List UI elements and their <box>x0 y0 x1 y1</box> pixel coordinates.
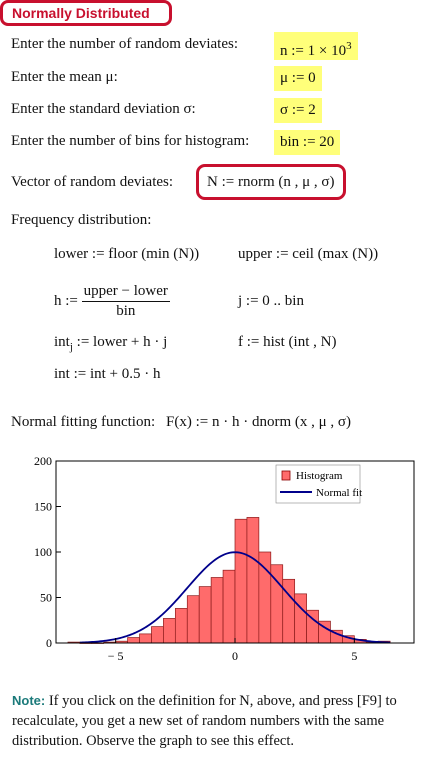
histogram-chart[interactable] <box>0 450 440 682</box>
formula-int-j-rhs: := lower + h · j <box>76 334 168 350</box>
histogram-bar <box>247 517 259 643</box>
formula-h[interactable] <box>54 283 170 320</box>
input-label-sigma: Enter the standard deviation σ: <box>11 101 196 117</box>
input-bin-expr[interactable]: bin := 20 <box>274 130 340 155</box>
input-label-mu: Enter the mean μ: <box>11 69 118 85</box>
x-tick-label: − 5 <box>107 649 124 663</box>
histogram-bar <box>295 594 307 643</box>
legend-normal-fit-label: Normal fit <box>316 487 363 499</box>
input-n-text: n := 1 × 10 <box>280 43 347 59</box>
legend-histogram-label: Histogram <box>296 470 343 482</box>
input-n-exponent: 3 <box>346 40 352 52</box>
freq-label: Frequency distribution: <box>11 212 152 228</box>
histogram-bar <box>223 570 235 643</box>
formula-lower[interactable]: lower := floor (min (N)) <box>54 246 200 262</box>
formula-f[interactable]: f := hist (int , N) <box>238 334 337 350</box>
worksheet-title: Normally Distributed <box>0 0 172 26</box>
input-sigma-expr[interactable]: σ := 2 <box>274 98 322 123</box>
formula-upper[interactable]: upper := ceil (max (N)) <box>238 246 379 262</box>
formula-int[interactable]: int := int + 0.5 · h <box>54 366 161 382</box>
note-paragraph <box>12 691 432 751</box>
formula-int-j-lhs: int <box>54 334 70 350</box>
input-label-bin: Enter the number of bins for histogram: <box>11 133 250 149</box>
y-tick-label: 150 <box>34 499 52 514</box>
histogram-bar <box>151 627 163 643</box>
formula-h-lhs: h := <box>54 293 78 309</box>
note-label: Note: <box>12 693 46 708</box>
vector-definition[interactable]: N := rnorm (n , μ , σ) <box>196 164 346 200</box>
legend-histogram-swatch <box>282 471 290 480</box>
histogram-bar <box>211 577 223 643</box>
formula-h-numerator: upper − lower <box>82 283 170 302</box>
y-tick-label: 50 <box>40 590 52 605</box>
formula-h-denominator: bin <box>116 303 136 319</box>
histogram-bar <box>175 608 187 643</box>
fit-expr[interactable]: F(x) := n · h · dnorm (x , μ , σ) <box>166 414 351 430</box>
histogram-bar <box>187 596 199 643</box>
y-tick-label: 0 <box>46 636 52 650</box>
vector-label: Vector of random deviates: <box>11 174 174 190</box>
x-tick-label: 0 <box>232 649 238 663</box>
y-tick-label: 100 <box>34 545 52 559</box>
input-mu-expr[interactable]: μ := 0 <box>274 66 322 91</box>
formula-int-j[interactable] <box>54 334 167 353</box>
input-n-expr[interactable] <box>274 32 358 60</box>
histogram-bar <box>128 638 140 643</box>
fit-label: Normal fitting function: <box>11 414 156 430</box>
histogram-bar <box>199 587 211 643</box>
histogram-bar <box>163 618 175 643</box>
y-tick-label: 200 <box>34 454 52 468</box>
histogram-bar <box>235 519 247 643</box>
input-label-n: Enter the number of random deviates: <box>11 36 239 52</box>
note-text: If you click on the definition for N, above, and press [F9] to recalculate, you get a new set of random numbers with the same distribution. Observe the graph to see this effect. <box>12 693 397 749</box>
formula-int-j-sub: j <box>69 341 73 353</box>
formula-h-fraction <box>82 283 170 320</box>
chart-legend <box>276 465 362 503</box>
x-tick-label: 5 <box>351 649 358 663</box>
histogram-bar <box>140 634 152 643</box>
histogram-bars <box>68 517 390 643</box>
formula-j[interactable]: j := 0 .. bin <box>238 293 304 309</box>
